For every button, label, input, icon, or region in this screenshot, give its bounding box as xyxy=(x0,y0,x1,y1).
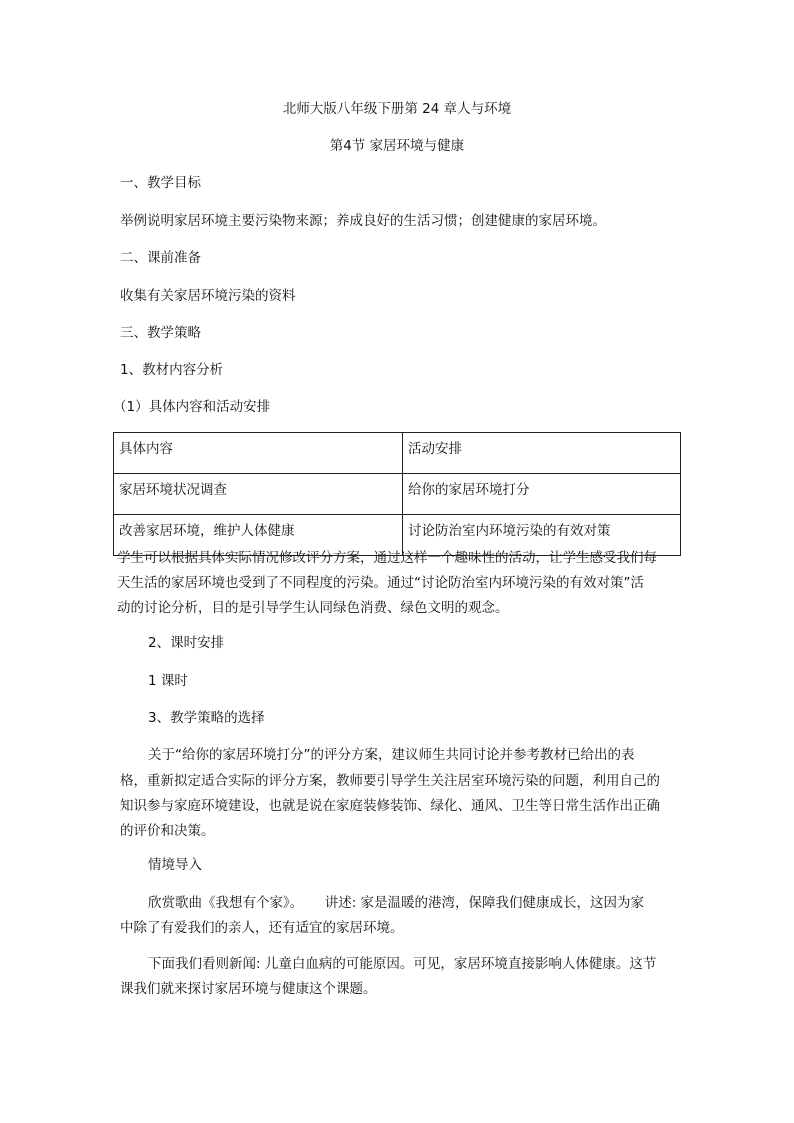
subheading-content-analysis: 1、教材内容分析 xyxy=(120,362,224,378)
subheading-strategy-choice: 3、教学策略的选择 xyxy=(148,710,265,726)
subheading-intro: 情境导入 xyxy=(148,857,202,873)
table-header-cell: 具体内容 xyxy=(114,433,403,474)
section-heading-preparation: 二、课前准备 xyxy=(120,250,201,266)
text-line: 课我们就来探讨家居环境与健康这个课题。 xyxy=(120,981,377,997)
table-cell: 家居环境状况调查 xyxy=(114,474,403,515)
subheading-content-activities: （1）具体内容和活动安排 xyxy=(113,399,271,415)
objectives-text: 举例说明家居环境主要污染物来源；养成良好的生活习惯；创建健康的家居环境。 xyxy=(120,213,606,229)
content-activity-table xyxy=(113,432,681,556)
text-line: 知识参与家庭环境建设，也就是说在家庭装修装饰、绿化、通风、卫生等日常生活作出正确 xyxy=(120,798,660,814)
table-cell: 讨论防治室内环境污染的有效对策 xyxy=(403,515,681,556)
text-line: 动的讨论分析，目的是引导学生认同绿色消费、绿色文明的观念。 xyxy=(117,600,509,616)
document-title: 北师大版八年级下册第 24 章人与环境 xyxy=(282,101,512,117)
table-row xyxy=(114,474,681,515)
text-line: 中除了有爱我们的亲人，还有适宜的家居环境。 xyxy=(120,920,404,936)
text-line: 的评价和决策。 xyxy=(120,823,215,839)
section-heading-strategy: 三、教学策略 xyxy=(120,325,201,341)
table-cell: 给你的家居环境打分 xyxy=(403,474,681,515)
table-header-cell: 活动安排 xyxy=(403,433,681,474)
text-line: 学生可以根据具体实际情况修改评分方案，通过这样一个趣味性的活动，让学生感受我们每 xyxy=(117,550,657,566)
text-line: 关于“给你的家居环境打分”的评分方案，建议师生共同讨论并参考教材已给出的表 xyxy=(148,747,635,763)
text-line: 欣赏歌曲《我想有个家》。 讲述: 家是温暖的港湾，保障我们健康成长，这因为家 xyxy=(148,895,645,911)
document-subtitle: 第4节 家居环境与健康 xyxy=(329,138,465,154)
text-line: 下面我们看则新闻: 儿童白血病的可能原因。可见，家居环境直接影响人体健康。这节 xyxy=(148,956,657,972)
subheading-class-schedule: 2、课时安排 xyxy=(148,635,225,651)
preparation-text: 收集有关家居环境污染的资料 xyxy=(120,288,296,304)
section-heading-objectives: 一、教学目标 xyxy=(120,175,201,191)
table-cell: 改善家居环境，维护人体健康 xyxy=(114,515,403,556)
text-line: 格，重新拟定适合实际的评分方案，教师要引导学生关注居室环境污染的问题，利用自己的 xyxy=(120,773,660,789)
text-line: 天生活的家居环境也受到了不同程度的污染。通过“讨论防治室内环境污染的有效对策”活 xyxy=(117,575,644,591)
table-header-row xyxy=(114,433,681,474)
class-schedule-value: 1 课时 xyxy=(148,673,188,689)
